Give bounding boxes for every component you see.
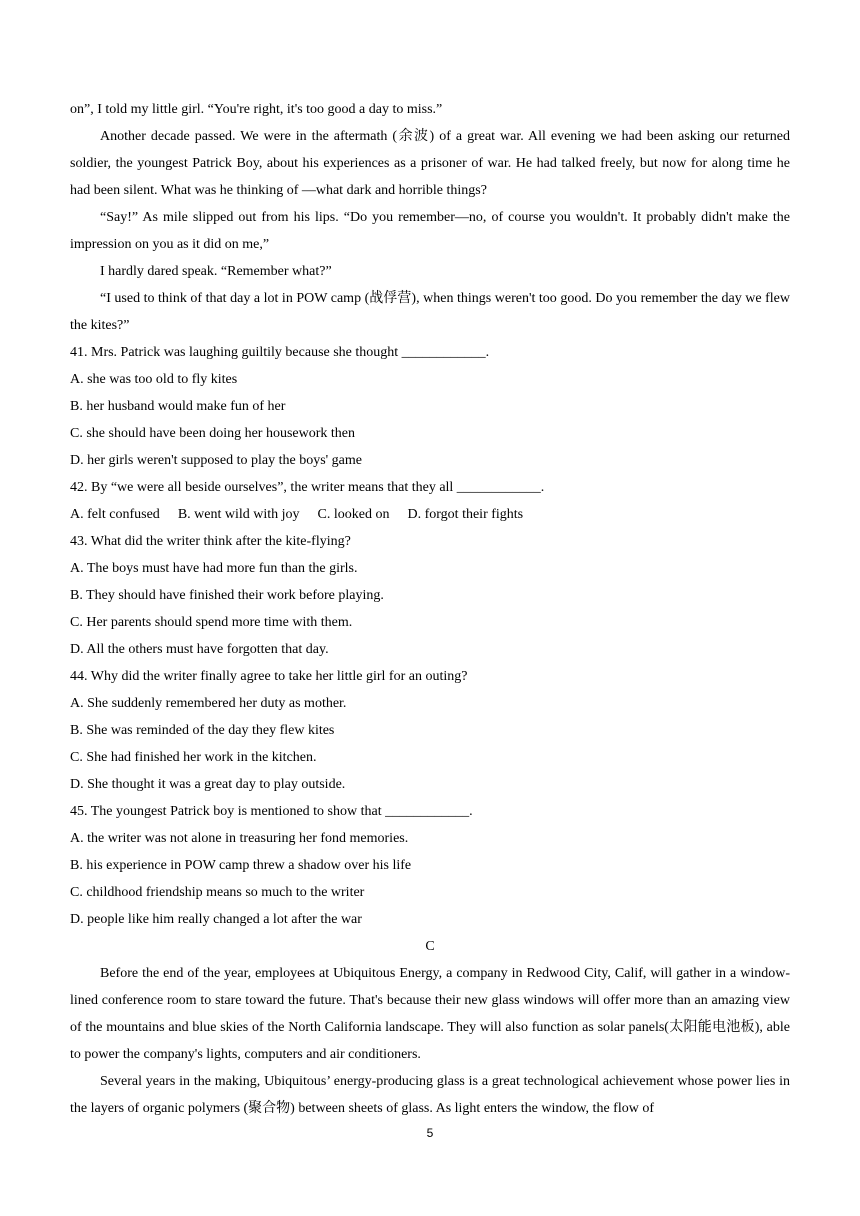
answer-option: B. his experience in POW camp threw a shadow over his life <box>70 858 412 873</box>
answer-option: B. They should have finished their work before playing. <box>70 588 384 603</box>
answer-option: A. the writer was not alone in treasuring her fond memories. <box>70 831 409 846</box>
question-stem: 44. Why did the writer finally agree to take her little girl for an outing? <box>70 669 468 684</box>
question-stem: 45. The youngest Patrick boy is mentioned to show that ____________. <box>70 804 473 819</box>
question-stem: 42. By “we were all beside ourselves”, the writer means that they all ____________. <box>70 480 545 495</box>
section-c-paragraph: Before the end of the year, employees at Ubiquitous Energy, a company in Redwood City, Calif, will gather in a window-lined conference room to stare toward the future. That's because their new glass windows will offer more than an amazing view of the mountains and blue skies of the North California landscape. They will also function as solar panels(太阳能电池板), able to power the company's lights, computers and air conditioners. <box>70 966 790 1062</box>
passage-paragraph: on”, I told my little girl. “You're right, it's too good a day to miss.” <box>70 102 443 117</box>
section-c-heading: C <box>425 939 435 954</box>
answer-option: C. Her parents should spend more time with them. <box>70 615 353 630</box>
answer-option: D. forgot their fights <box>407 507 524 522</box>
answer-option: A. The boys must have had more fun than the girls. <box>70 561 358 576</box>
passage-paragraph: “I used to think of that day a lot in POW camp (战俘营), when things weren't too good. Do you remember the day we flew the kites?” <box>70 291 790 333</box>
answer-option: B. her husband would make fun of her <box>70 399 286 414</box>
answer-option: D. her girls weren't supposed to play the boys' game <box>70 453 362 468</box>
answer-option: C. She had finished her work in the kitchen. <box>70 750 317 765</box>
answer-option: C. she should have been doing her housework then <box>70 426 355 441</box>
question-list <box>70 339 790 933</box>
passage-paragraph: I hardly dared speak. “Remember what?” <box>100 264 332 279</box>
question-stem: 43. What did the writer think after the kite-flying? <box>70 534 351 549</box>
answer-option: A. she was too old to fly kites <box>70 372 238 387</box>
document-body <box>70 96 790 1122</box>
passage-b-end <box>70 96 790 339</box>
passage-paragraph: Another decade passed. We were in the aftermath (余波) of a great war. All evening we had been asking our returned soldier, the youngest Patrick Boy, about his experiences as a prisoner of war. He had talked freely, but now for along time he had been silent. What was he thinking of —what dark and horrible things? <box>70 129 790 198</box>
answer-option: D. people like him really changed a lot after the war <box>70 912 362 927</box>
question-stem: 41. Mrs. Patrick was laughing guiltily because she thought ____________. <box>70 345 490 360</box>
answer-option: B. went wild with joy <box>177 507 300 522</box>
answer-option: A. She suddenly remembered her duty as mother. <box>70 696 347 711</box>
option-row <box>70 501 790 528</box>
answer-option: C. looked on <box>317 507 390 522</box>
section-c-paragraph: Several years in the making, Ubiquitous’ energy-producing glass is a great technological achievement whose power lies in the layers of organic polymers (聚合物) between sheets of glass. As light enters the window, the flow of <box>70 1074 790 1116</box>
answer-option: A. felt confused <box>70 507 160 522</box>
answer-option: B. She was reminded of the day they flew kites <box>70 723 335 738</box>
passage-c <box>70 933 790 1122</box>
page-number: 5 <box>426 1126 434 1140</box>
answer-option: C. childhood friendship means so much to the writer <box>70 885 365 900</box>
answer-option: D. She thought it was a great day to play outside. <box>70 777 346 792</box>
answer-option: D. All the others must have forgotten that day. <box>70 642 329 657</box>
passage-paragraph: “Say!” As mile slipped out from his lips. “Do you remember—no, of course you wouldn't. It probably didn't make the impression on you as it did on me,” <box>70 210 790 252</box>
